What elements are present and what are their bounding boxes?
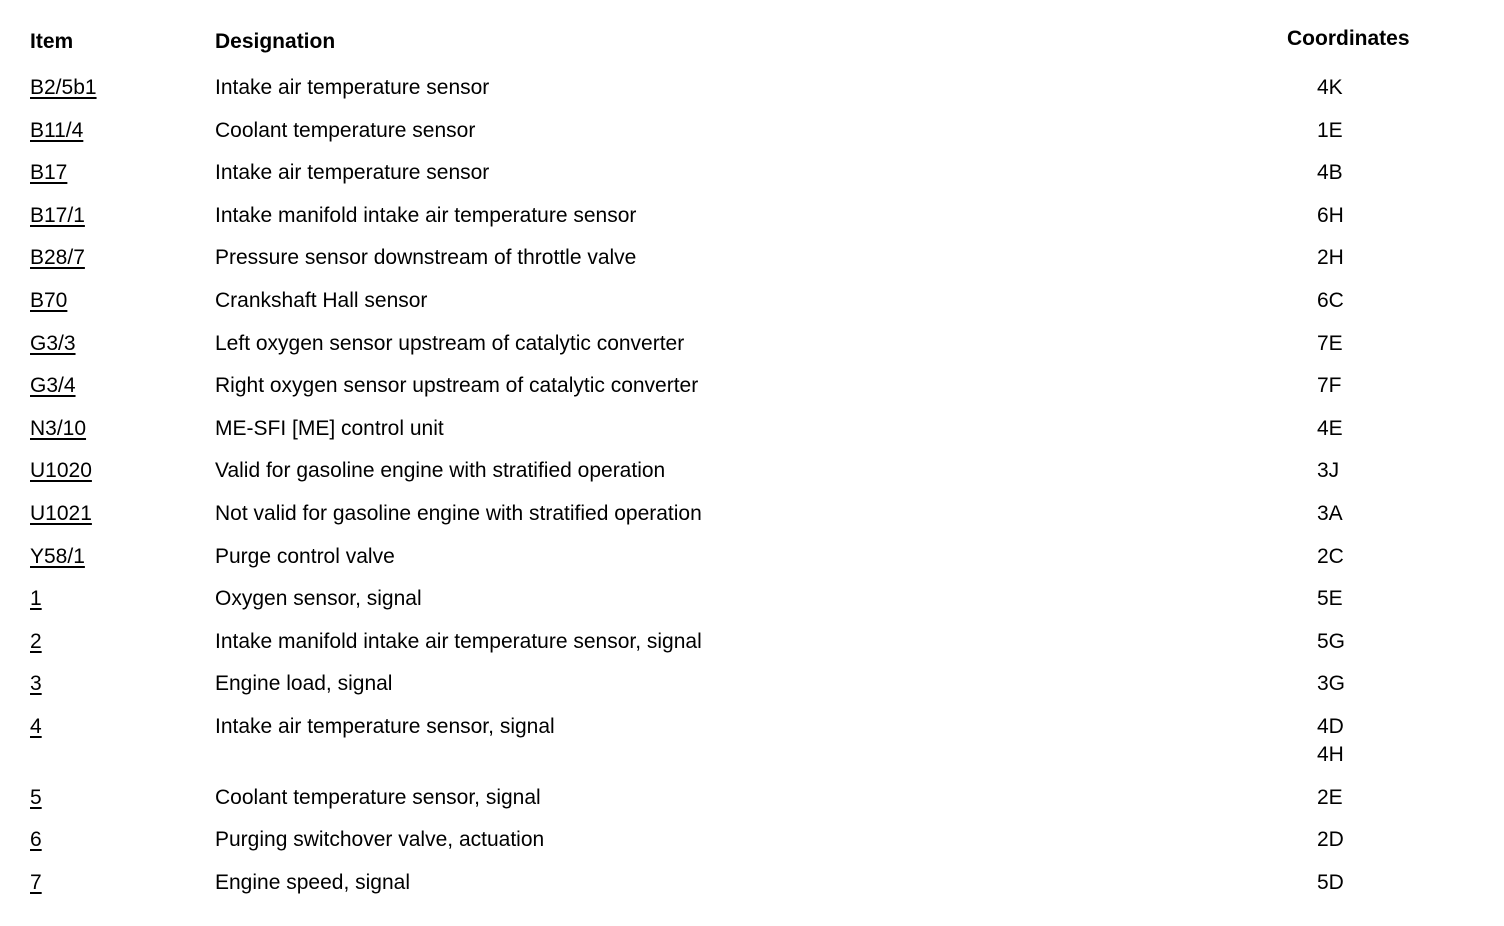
table-row <box>30 159 1450 202</box>
table-row <box>30 457 1450 500</box>
designation-text: Intake air temperature sensor <box>215 161 490 185</box>
coordinates-text: 7F <box>1317 374 1342 398</box>
coordinates-text: 4B <box>1317 161 1343 185</box>
table-row <box>30 372 1450 415</box>
coordinates-text: 2D <box>1317 828 1344 852</box>
coordinates-text: 4K <box>1317 76 1343 99</box>
coordinates-text: 4E <box>1317 416 1343 440</box>
table-header <box>30 27 1450 64</box>
item-link[interactable]: U1021 <box>30 501 92 525</box>
item-link[interactable]: 7 <box>30 870 42 894</box>
header-designation: Designation <box>215 30 336 53</box>
table-row <box>30 543 1450 586</box>
table-row <box>30 826 1450 869</box>
coordinates-text: 2H <box>1317 246 1344 270</box>
designation-text: Oxygen sensor, signal <box>215 587 422 611</box>
designation-text: Crankshaft Hall sensor <box>215 288 428 312</box>
item-link[interactable]: 4 <box>30 714 42 738</box>
item-link[interactable]: 3 <box>30 672 42 696</box>
item-link[interactable]: B11/4 <box>30 118 84 142</box>
header-coordinates: Coordinates <box>1287 27 1410 50</box>
table-row <box>30 244 1450 287</box>
item-link[interactable]: B17/1 <box>30 203 85 227</box>
item-link[interactable]: Y58/1 <box>30 544 85 568</box>
coordinates-text: 3J <box>1317 459 1340 483</box>
designation-text: Left oxygen sensor upstream of catalytic converter <box>215 331 685 355</box>
designation-text: Right oxygen sensor upstream of catalytic converter <box>215 374 699 398</box>
coordinates-text: 2C <box>1317 544 1344 568</box>
item-link[interactable]: 6 <box>30 828 42 852</box>
header-item: Item <box>30 30 74 53</box>
designation-text: ME-SFI [ME] control unit <box>215 416 444 440</box>
table-body <box>30 74 1450 911</box>
designation-text: Not valid for gasoline engine with stratified operation <box>215 501 702 525</box>
coordinates-text: 4D 4H <box>1317 714 1344 766</box>
item-link[interactable]: 1 <box>30 587 42 611</box>
item-link[interactable]: B17 <box>30 161 68 185</box>
coordinates-text: 7E <box>1317 331 1343 355</box>
table-row <box>30 500 1450 543</box>
table-row <box>30 330 1450 373</box>
item-link[interactable]: B2/5b1 <box>30 76 97 99</box>
coordinates-text: 3G <box>1317 672 1346 696</box>
item-link[interactable]: N3/10 <box>30 416 87 440</box>
item-link[interactable]: 5 <box>30 785 42 809</box>
designation-text: Purging switchover valve, actuation <box>215 828 545 852</box>
table-row <box>30 74 1450 117</box>
item-link[interactable]: B70 <box>30 288 68 312</box>
designation-text: Valid for gasoline engine with stratified operation <box>215 459 666 483</box>
table-row <box>30 670 1450 713</box>
coordinates-text: 1E <box>1317 118 1343 142</box>
designation-text: Intake air temperature sensor <box>215 76 490 99</box>
designation-text: Purge control valve <box>215 544 395 568</box>
designation-text: Intake manifold intake air temperature sensor, signal <box>215 629 702 653</box>
table-row <box>30 287 1450 330</box>
designation-text: Engine load, signal <box>215 672 393 696</box>
coordinates-text: 5G <box>1317 629 1346 653</box>
designation-text: Pressure sensor downstream of throttle valve <box>215 246 637 270</box>
designation-text: Intake manifold intake air temperature sensor <box>215 203 637 227</box>
designation-text: Intake air temperature sensor, signal <box>215 714 555 738</box>
table-row <box>30 713 1450 784</box>
coordinates-text: 6C <box>1317 288 1344 312</box>
coordinates-text: 5E <box>1317 587 1343 611</box>
coordinates-text: 3A <box>1317 501 1343 525</box>
coordinates-text: 6H <box>1317 203 1344 227</box>
table-row <box>30 117 1450 160</box>
item-link[interactable]: B28/7 <box>30 246 85 270</box>
item-link[interactable]: G3/3 <box>30 331 76 355</box>
coordinates-text: 5D <box>1317 870 1344 894</box>
coordinates-text: 2E <box>1317 785 1343 809</box>
table-row <box>30 202 1450 245</box>
designation-text: Coolant temperature sensor <box>215 118 476 142</box>
designation-text: Engine speed, signal <box>215 870 410 894</box>
item-link[interactable]: 2 <box>30 629 42 653</box>
designation-text: Coolant temperature sensor, signal <box>215 785 541 809</box>
table-row <box>30 784 1450 827</box>
table-row <box>30 415 1450 458</box>
component-legend-table <box>30 27 1450 894</box>
item-link[interactable]: U1020 <box>30 459 92 483</box>
table-row <box>30 869 1450 912</box>
table-row <box>30 628 1450 671</box>
item-link[interactable]: G3/4 <box>30 374 76 398</box>
table-row <box>30 585 1450 628</box>
